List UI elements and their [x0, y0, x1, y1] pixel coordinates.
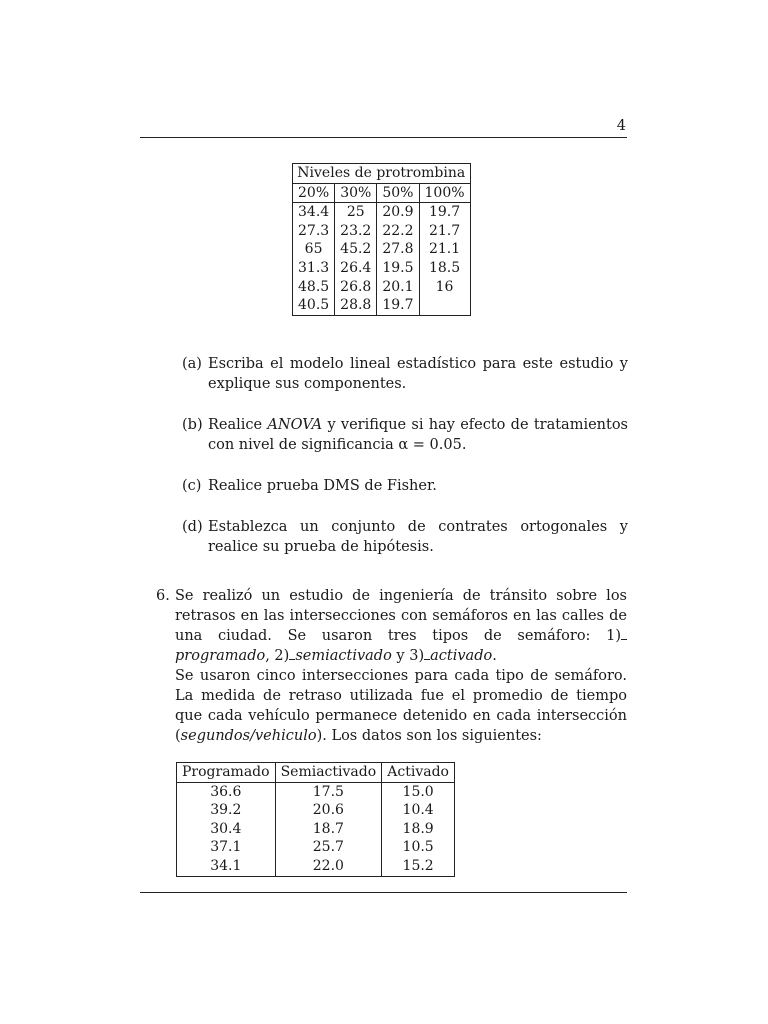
table-cell	[419, 296, 470, 315]
table-group-header: Niveles de protrombina	[293, 164, 471, 184]
table-cell: 10.5	[402, 839, 434, 856]
table-cell: 30.4	[177, 820, 276, 839]
table-cell: 34.4	[293, 203, 335, 222]
table-cell: 19.7	[428, 204, 461, 221]
signal-type-2: semiactivado	[295, 648, 392, 664]
table-cell: 15.2	[402, 857, 434, 874]
question-text: Realice prueba DMS de Fisher.	[208, 478, 437, 494]
table-cell: 31.3	[293, 259, 335, 278]
table-cell: 36.6	[177, 782, 276, 801]
column-header: Programado	[177, 763, 276, 783]
table-row	[293, 278, 471, 297]
table-cell: 25.7	[275, 838, 382, 857]
question-label: (d)	[182, 519, 203, 535]
table-cell: 18.9	[402, 820, 434, 837]
table-cell: 20.1	[377, 278, 419, 297]
table-cell: 10.4	[402, 802, 434, 819]
table-cell: 27.3	[293, 222, 335, 241]
question-text: Escriba el modelo lineal estadístico para este estudio y explique sus componentes.	[208, 356, 628, 392]
question-text: Realice ANOVA y verifique si hay efecto de tratamientos con nivel de significancia α = 0.05.	[208, 417, 628, 453]
table-row	[293, 296, 471, 315]
table-cell: 26.8	[335, 278, 377, 297]
table-cell: 27.8	[377, 240, 419, 259]
table-cell: 25	[335, 203, 377, 222]
table-cell: 26.4	[335, 259, 377, 278]
table-row	[177, 801, 455, 820]
table-cell: 39.2	[177, 801, 276, 820]
table-cell: 28.8	[335, 296, 377, 315]
table-cell: 17.5	[275, 782, 382, 801]
table-cell: 18.7	[275, 820, 382, 839]
table-row	[293, 259, 471, 278]
footer-rule	[140, 892, 627, 893]
table-row	[177, 857, 455, 876]
unit-term: segundos/vehiculo	[180, 728, 317, 744]
signal-type-1: programado	[175, 648, 266, 664]
table-cell: 22.0	[275, 857, 382, 876]
table-cell: 20.9	[377, 203, 419, 222]
problem-description: Se usaron cinco intersecciones para cada tipo de semáforo. La medida de retraso utilizada fue el promedio de tiempo que cada vehículo permanece detenido en cada intersección (segundos/vehiculo). Los datos son los siguientes:	[175, 668, 627, 744]
prothrombin-table	[292, 163, 471, 316]
column-header: 100%	[419, 183, 470, 203]
table-cell: 48.5	[293, 278, 335, 297]
table-cell: 19.7	[377, 296, 419, 315]
table-cell: 45.2	[335, 240, 377, 259]
anova-term: ANOVA	[267, 417, 323, 433]
table-cell: 40.5	[293, 296, 335, 315]
column-header: Activado	[382, 763, 455, 783]
header-rule	[140, 137, 627, 138]
problem-intro: Se realizó un estudio de ingeniería de tránsito sobre los retrasos en las intersecciones con semáforos en las calles de una ciudad. Se usaron tres tipos de semáforo: 1)programado, 2) semiactivado y 3) activado.	[175, 588, 627, 664]
table-row	[177, 782, 455, 801]
table-row	[293, 203, 471, 222]
page-number: 4	[616, 118, 626, 134]
table-row	[293, 222, 471, 241]
column-header: 30%	[335, 183, 377, 203]
table-cell: 34.1	[177, 857, 276, 876]
table-cell: 23.2	[335, 222, 377, 241]
table-cell: 20.6	[275, 801, 382, 820]
table-row	[293, 240, 471, 259]
table-cell: 16	[435, 278, 454, 295]
traffic-delay-table	[176, 762, 455, 877]
table-cell: 15.0	[402, 783, 434, 800]
question-label: (a)	[182, 356, 202, 372]
question-label: (b)	[182, 417, 203, 433]
table-row	[177, 820, 455, 839]
column-header: 20%	[293, 183, 335, 203]
signal-type-3: activado	[430, 648, 493, 664]
question-text: Establezca un conjunto de contrates ortogonales y realice su prueba de hipótesis.	[208, 519, 628, 555]
table-cell: 21.1	[428, 241, 461, 258]
table-row	[177, 838, 455, 857]
question-label: (c)	[182, 478, 202, 494]
table-cell: 22.2	[377, 222, 419, 241]
problem-number: 6.	[156, 588, 170, 604]
table-cell: 37.1	[177, 838, 276, 857]
table-cell: 21.7	[428, 222, 461, 239]
column-header: Semiactivado	[275, 763, 382, 783]
table-cell: 65	[293, 240, 335, 259]
table-cell: 19.5	[377, 259, 419, 278]
column-header: 50%	[377, 183, 419, 203]
table-cell: 18.5	[428, 259, 461, 276]
